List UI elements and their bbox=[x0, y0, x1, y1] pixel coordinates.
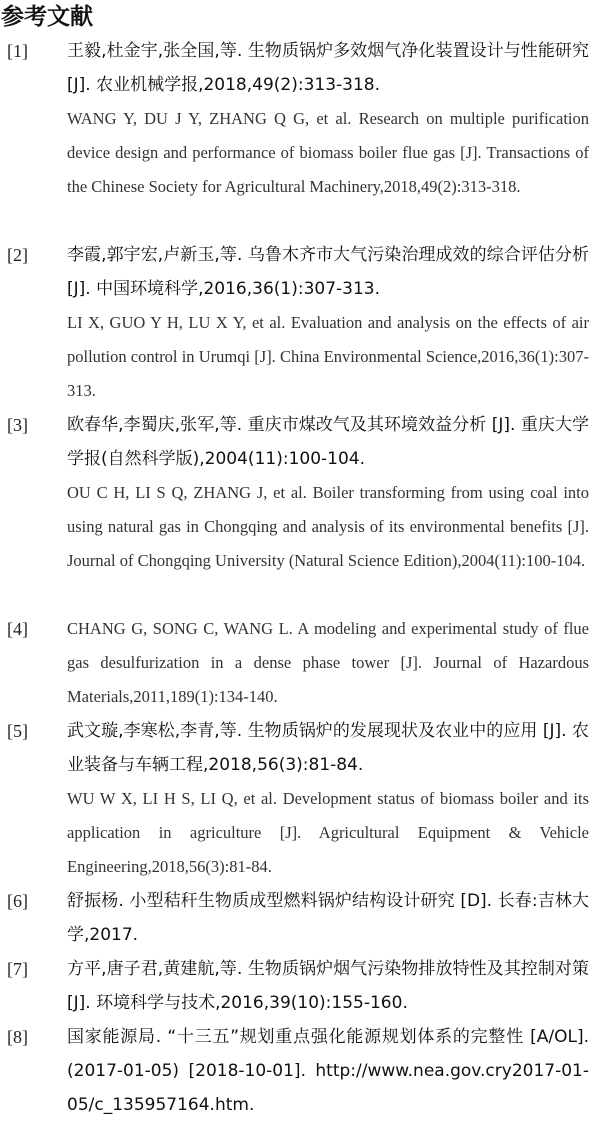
reference-cn-text: 舒振杨. 小型秸秆生物质成型燃料锅炉结构设计研究 [D]. 长春:吉林大学,2017. bbox=[67, 891, 589, 945]
reference-cn-text: 国家能源局. “十三五”规划重点强化能源规划体系的完整性 [A/OL]. (2017-01-05) [2018-10-01]. http://www.nea.gov.cry2017-01-05/c_135957164.htm. bbox=[67, 1027, 589, 1115]
references-heading: 参考文献 bbox=[1, 4, 93, 30]
reference-cn-text: 王毅,杜金宇,张全国,等. 生物质锅炉多效烟气净化装置设计与性能研究 [J]. 农业机械学报,2018,49(2):313-318. bbox=[67, 41, 589, 95]
reference-en-text: OU C H, LI S Q, ZHANG J, et al. Boiler transforming from using coal into using natural gas in Chongqing and analysis of its environmental benefits [J]. Journal of Chongqing University (Natural Science Edition),2004(11):100-104. bbox=[67, 483, 589, 570]
reference-number: [5] bbox=[7, 721, 28, 741]
reference-cn-text: 方平,唐子君,黄建航,等. 生物质锅炉烟气污染物排放特性及其控制对策 [J]. 环境科学与技术,2016,39(10):155-160. bbox=[67, 959, 589, 1013]
reference-number: [6] bbox=[7, 891, 28, 911]
reference-number: [8] bbox=[7, 1027, 28, 1047]
reference-en-text: WU W X, LI H S, LI Q, et al. Development status of biomass boiler and its application in agriculture [J]. Agricultural Equipment & Vehicle Engineering,2018,56(3):81-84. bbox=[67, 789, 589, 876]
reference-number: [1] bbox=[7, 41, 28, 61]
reference-number: [2] bbox=[7, 245, 28, 265]
reference-cn-text: 武文璇,李寒松,李青,等. 生物质锅炉的发展现状及农业中的应用 [J]. 农业装备与车辆工程,2018,56(3):81-84. bbox=[67, 721, 589, 775]
reference-cn-text: 李霞,郭宇宏,卢新玉,等. 乌鲁木齐市大气污染治理成效的综合评估分析 [J]. 中国环境科学,2016,36(1):307-313. bbox=[67, 245, 589, 299]
reference-number: [4] bbox=[7, 619, 28, 639]
reference-number: [7] bbox=[7, 959, 28, 979]
reference-en-text: WANG Y, DU J Y, ZHANG Q G, et al. Research on multiple purification device design and performance of biomass boiler flue gas [J]. Transactions of the Chinese Society for Agricultural Machinery,2018,49(2):313-318. bbox=[67, 109, 589, 196]
reference-cn-text: 欧春华,李蜀庆,张军,等. 重庆市煤改气及其环境效益分析 [J]. 重庆大学学报(自然科学版),2004(11):100-104. bbox=[67, 415, 589, 469]
reference-number: [3] bbox=[7, 415, 28, 435]
reference-en-text: CHANG G, SONG C, WANG L. A modeling and experimental study of flue gas desulfurization in a dense phase tower [J]. Journal of Hazardous Materials,2011,189(1):134-140. bbox=[67, 619, 589, 706]
reference-en-text: LI X, GUO Y H, LU X Y, et al. Evaluation and analysis on the effects of air pollution control in Urumqi [J]. China Environmental Science,2016,36(1):307-313. bbox=[67, 313, 589, 400]
